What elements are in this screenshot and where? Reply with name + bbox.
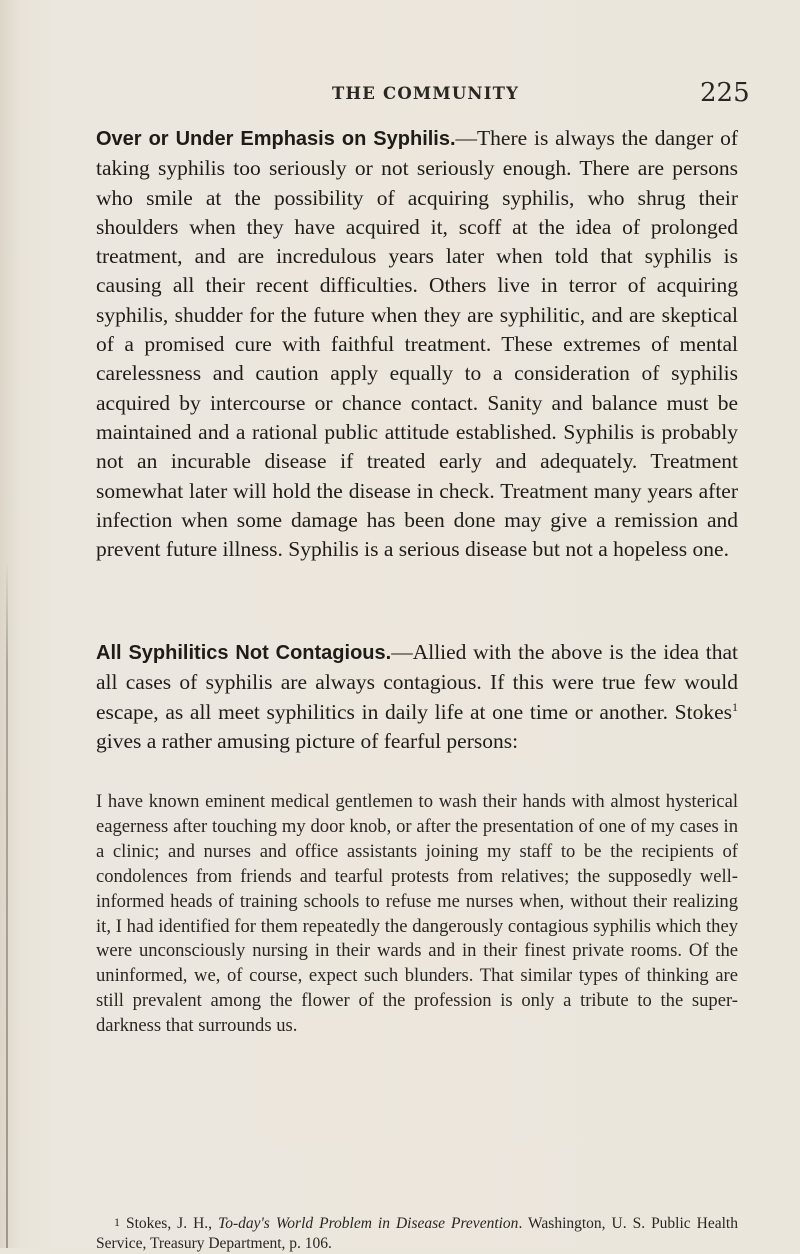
page-edge-shadow <box>6 560 8 1248</box>
running-head: THE COMMUNITY <box>332 84 520 103</box>
page-header <box>0 78 800 114</box>
heading-dash: — <box>455 126 478 150</box>
page-number: 225 <box>700 78 750 108</box>
paragraph-text-continued: gives a rather amusing picture of fearful persons: <box>96 728 519 753</box>
paragraph-text: There is always the danger of taking syphilis too seriously or not seriously enough. There are persons who smile at the possibility of acquiring syphilis, who shrug their shoulders when they have acquired it, scoff at the idea of prolonged treatment, and are incredulous years later when told that syphilis is causing all their recent difficulties. Others live in terror of acquiring syphilis, shudder for the future when they are syphilitic, and are skeptical of a promised cure with faithful treatment. These extremes of mental carelessness and caution apply equally to a consideration of syphilis acquired by intercourse or chance contact. Sanity and balance must be maintained and a rational public attitude established. Syphilis is probably not an incurable disease if treated early and adequately. Treatment somewhat later will hold the disease in check. Treatment many years after infection when some damage has been done may give a remission and prevent future illness. Syphilis is a serious disease but not a hopeless one. <box>96 126 738 562</box>
paragraph-text: Allied with the above is the idea that all cases of syphilis are always contagious. If this were true few would escape, as all meet syphilitics in daily life at one time or another. Stokes <box>96 640 738 724</box>
footnote-author: Stokes, J. H., <box>120 1215 218 1232</box>
heading-dash: — <box>391 640 413 664</box>
section-heading-over-under-emphasis: Over or Under Emphasis on Syphilis. <box>96 128 456 150</box>
footnote-marker: 1 <box>114 1215 120 1229</box>
footnote-reference: 1 <box>732 699 738 714</box>
paragraph-over-under-emphasis <box>96 124 738 564</box>
footnote-details: . Washington, U. S. Public Health Service, Treasury Department, p. 106. <box>96 1215 738 1252</box>
footnote-title: To-day's World Problem in Disease Prevention <box>218 1215 519 1232</box>
block-quote: I have known eminent medical gentlemen to wash their hands with almost hysterical eagerness after touching my door knob, or after the presentation of one of my cases in a clinic; and nurses and office assistants joining my staff to be the recipients of condolences from friends and tearful protests from relatives; the supposedly well-informed heads of training schools to refuse me nurses when, without their realizing it, I had identified for them repeatedly the dangerously contagious syphilis which they were unconsciously nursing in their wards and in their finest private rooms. Of the uninformed, we, of course, expect such blunders. That similar types of thinking are still prevalent among the flower of the profession is only a tribute to the super-darkness that surrounds us. <box>96 791 738 1037</box>
section-heading-all-syphilitics: All Syphilitics Not Contagious. <box>96 642 392 664</box>
paragraph-all-syphilitics <box>96 638 738 756</box>
